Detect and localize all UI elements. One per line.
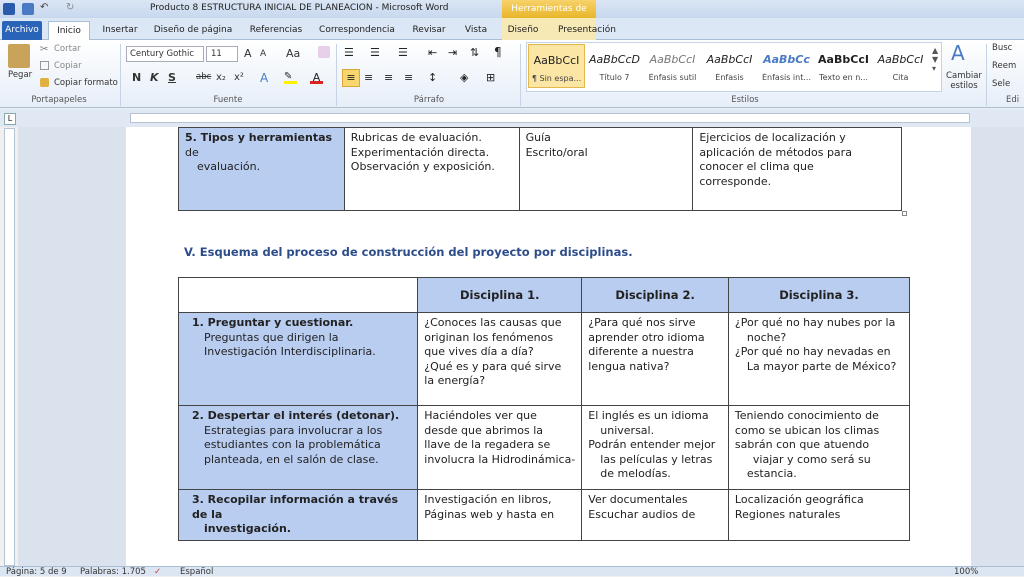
cell-text: Haciéndoles ver que bbox=[424, 409, 537, 422]
table-cell[interactable] bbox=[728, 313, 909, 406]
cell-text: Localización geográfica bbox=[734, 493, 864, 506]
table-cell[interactable] bbox=[179, 406, 418, 490]
separator bbox=[336, 44, 337, 106]
line-spacing-icon[interactable]: ↕ bbox=[428, 71, 438, 84]
font-size-select[interactable] bbox=[206, 46, 238, 62]
cell-text: Estrategias para involucrar a los bbox=[204, 423, 383, 437]
clear-format-icon[interactable] bbox=[318, 46, 330, 58]
table-cell[interactable] bbox=[179, 313, 418, 406]
subscript-button[interactable]: x₂ bbox=[216, 72, 226, 83]
cut-icon[interactable]: ✂ bbox=[40, 44, 49, 55]
multilevel-list-icon[interactable]: ☰ bbox=[398, 46, 408, 59]
separator bbox=[986, 44, 987, 106]
proofing-icon[interactable]: ✓ bbox=[154, 567, 162, 577]
shrink-font-icon[interactable]: A bbox=[260, 49, 267, 59]
cell-text: Podrán entender mejor bbox=[588, 438, 716, 451]
table-cell[interactable] bbox=[418, 490, 582, 541]
align-center-icon[interactable]: ≡ bbox=[364, 71, 374, 84]
table-cell[interactable] bbox=[582, 313, 729, 406]
increase-indent-icon[interactable]: ⇥ bbox=[448, 46, 458, 59]
cell-text: La mayor parte de México? bbox=[746, 359, 897, 373]
font-size-value: 11 bbox=[211, 49, 222, 59]
cell-text: Ver documentales bbox=[588, 493, 688, 506]
header-cell[interactable]: Disciplina 2. bbox=[582, 278, 729, 313]
style-name: Cita bbox=[892, 73, 909, 82]
style-subtle-emphasis[interactable] bbox=[644, 44, 701, 88]
paste-icon[interactable] bbox=[8, 44, 30, 68]
window-title: Producto 8 ESTRUCTURA INICIAL DE PLANEACION - Microsoft Word bbox=[150, 3, 449, 13]
style-quote[interactable] bbox=[872, 44, 929, 88]
cell-text: Observación y exposición. bbox=[350, 160, 495, 173]
underline-button[interactable]: S bbox=[168, 71, 176, 84]
table-cell[interactable] bbox=[418, 406, 582, 490]
style-emphasis[interactable] bbox=[701, 44, 758, 88]
row-title: 2. Despertar el interés (detonar). bbox=[192, 409, 400, 422]
style-name: Título 7 bbox=[599, 73, 630, 82]
cell-text: llave de la regadera se bbox=[424, 438, 551, 451]
table-cell[interactable] bbox=[728, 490, 909, 541]
justify-icon[interactable]: ≡ bbox=[404, 71, 414, 84]
style-sample: AaBbCcI bbox=[649, 53, 696, 66]
style-name: Énfasis sutil bbox=[648, 73, 697, 82]
style-name: Texto en n... bbox=[819, 73, 868, 82]
header-cell[interactable] bbox=[179, 278, 418, 313]
redo-icon[interactable]: ↻ bbox=[66, 2, 75, 13]
cell-text: Experimentación directa. bbox=[350, 145, 490, 159]
table-cell[interactable] bbox=[693, 128, 902, 211]
styles-scroll-icon[interactable]: ▲ ▼ ▾ bbox=[932, 46, 939, 73]
format-painter-icon[interactable] bbox=[40, 78, 49, 87]
tab-review[interactable]: Revisar bbox=[412, 25, 446, 35]
font-name-select[interactable] bbox=[126, 46, 204, 62]
cell-text: sabrán con que atuendo bbox=[734, 438, 870, 451]
cell-text: ¿Para qué nos sirve bbox=[588, 316, 696, 329]
tab-table-design[interactable]: Diseño bbox=[507, 25, 539, 35]
style-sample: AaBbCcI bbox=[818, 53, 869, 66]
table-cell[interactable] bbox=[418, 313, 582, 406]
replace-button[interactable]: Reem bbox=[992, 61, 1017, 71]
cell-text: 5. Tipos y herramientas bbox=[185, 131, 333, 144]
cell-text: desde que abrimos la bbox=[424, 423, 543, 437]
copy-button[interactable]: Copiar bbox=[54, 61, 82, 71]
table-row bbox=[179, 313, 910, 406]
select-button[interactable]: Sele bbox=[992, 79, 1011, 89]
cell-text: de bbox=[185, 145, 199, 159]
separator bbox=[120, 44, 121, 106]
save-icon[interactable] bbox=[22, 3, 34, 15]
style-intense-emphasis[interactable] bbox=[758, 44, 815, 88]
zoom-level[interactable]: 100% bbox=[954, 567, 979, 577]
tab-view[interactable]: Vista bbox=[464, 25, 488, 35]
table-cell[interactable] bbox=[728, 406, 909, 490]
cell-text: ¿Por qué no hay nubes por la bbox=[734, 316, 896, 329]
cell-text: Regiones naturales bbox=[734, 507, 841, 521]
cell-text: que vives día a día? bbox=[424, 345, 534, 358]
header-cell[interactable]: Disciplina 3. bbox=[728, 278, 909, 313]
cell-text: Rubricas de evaluación. bbox=[350, 131, 482, 144]
page-count[interactable]: Página: 5 de 9 bbox=[6, 567, 67, 577]
bullets-icon[interactable]: ☰ bbox=[344, 46, 354, 59]
section-heading: V. Esquema del proceso de construcción del proyecto por disciplinas. bbox=[184, 245, 633, 259]
align-left-icon[interactable]: ≡ bbox=[342, 69, 360, 87]
italic-button[interactable]: K bbox=[150, 71, 159, 84]
cell-text: El inglés es un idioma bbox=[588, 409, 709, 422]
format-painter-button[interactable]: Copiar formato bbox=[54, 78, 118, 88]
cell-text: conocer el clima que bbox=[699, 160, 814, 173]
cell-text: la energía? bbox=[424, 374, 486, 387]
table-cell[interactable] bbox=[179, 128, 345, 211]
text-effects-icon[interactable]: A bbox=[260, 71, 269, 85]
copy-icon[interactable] bbox=[40, 61, 49, 70]
table-row bbox=[179, 406, 910, 490]
cell-text: diferente a nuestra bbox=[588, 345, 694, 358]
table-row bbox=[179, 490, 910, 541]
cell-text: Escuchar audios de bbox=[588, 507, 696, 521]
show-marks-icon[interactable]: ¶ bbox=[494, 45, 502, 59]
cell-text: corresponde. bbox=[699, 174, 772, 188]
cell-text: ¿Qué es y para qué sirve bbox=[424, 359, 562, 373]
style-name: Énfasis int... bbox=[761, 73, 811, 82]
undo-icon[interactable]: ↶ bbox=[40, 2, 49, 13]
numbering-icon[interactable]: ☰ bbox=[370, 46, 380, 59]
font-name-value: Century Gothic bbox=[130, 49, 195, 59]
header-cell[interactable]: Disciplina 1. bbox=[418, 278, 582, 313]
cell-text: planteada, en el salón de clase. bbox=[204, 452, 379, 466]
tab-selector[interactable]: L bbox=[4, 113, 16, 125]
table-cell[interactable] bbox=[344, 128, 519, 211]
cut-button[interactable]: Cortar bbox=[54, 44, 81, 54]
cell-text: viajar y como será su bbox=[752, 452, 871, 466]
cell-text: lengua nativa? bbox=[588, 359, 670, 373]
cell-text: aplicación de métodos para bbox=[699, 145, 852, 159]
cell-text: aprender otro idioma bbox=[588, 330, 705, 344]
bold-button[interactable]: N bbox=[132, 71, 142, 84]
cell-text: ¿Por qué no hay nevadas en bbox=[734, 345, 891, 358]
cell-text: involucra la Hidrodinámica- bbox=[424, 452, 576, 466]
style-sample: AaBbCcI bbox=[533, 54, 580, 67]
table-tools-header: Herramientas de bbox=[502, 0, 596, 18]
cell-text: como se ubican los climas bbox=[734, 423, 880, 437]
tab-references[interactable]: Referencias bbox=[249, 25, 303, 35]
sort-icon[interactable]: ⇅ bbox=[470, 46, 480, 59]
paragraph-group-label: Párrafo bbox=[413, 95, 445, 105]
clipboard-group-label: Portapapeles bbox=[31, 95, 87, 105]
style-sample: AaBbCcI bbox=[877, 53, 924, 66]
cell-text: estudiantes con la problemática bbox=[204, 438, 381, 451]
style-title-7[interactable] bbox=[586, 44, 643, 88]
change-styles-icon[interactable]: A bbox=[951, 41, 965, 65]
change-case-icon[interactable]: Aa bbox=[286, 47, 301, 60]
cell-text: Páginas web y hasta en bbox=[424, 507, 555, 521]
cell-text: originan los fenómenos bbox=[424, 330, 554, 344]
borders-icon[interactable]: ⊞ bbox=[486, 71, 496, 84]
tab-home[interactable]: Inicio bbox=[48, 21, 90, 40]
row-title: 1. Preguntar y cuestionar. bbox=[192, 316, 354, 329]
tab-page-layout[interactable]: Diseño de página bbox=[153, 25, 233, 35]
highlight-icon[interactable]: ✎ bbox=[284, 71, 297, 84]
table-cell[interactable] bbox=[519, 128, 693, 211]
style-sample: AaBbCcI bbox=[706, 53, 753, 66]
editing-group-label: Edi bbox=[1006, 95, 1020, 105]
align-right-icon[interactable]: ≡ bbox=[384, 71, 394, 84]
cell-text: Investigación en libros, bbox=[424, 493, 552, 506]
horizontal-ruler[interactable] bbox=[130, 113, 970, 123]
tab-file[interactable]: Archivo bbox=[2, 21, 42, 40]
decrease-indent-icon[interactable]: ⇤ bbox=[428, 46, 438, 59]
word-count[interactable]: Palabras: 1.705 bbox=[80, 567, 146, 577]
vertical-ruler[interactable] bbox=[4, 128, 15, 566]
language[interactable]: Español bbox=[180, 567, 214, 577]
font-color-icon[interactable]: A bbox=[310, 71, 323, 84]
status-bar bbox=[0, 566, 1024, 576]
style-sample: AaBbCcD bbox=[589, 53, 640, 66]
table-cell[interactable] bbox=[179, 490, 418, 541]
disciplines-table bbox=[178, 277, 910, 541]
style-sample: AaBbCc bbox=[763, 53, 810, 66]
tab-table-layout[interactable]: Presentación bbox=[558, 25, 616, 35]
cell-text: ¿Conoces las causas que bbox=[424, 316, 562, 329]
ribbon-tabs bbox=[0, 18, 1024, 40]
ribbon bbox=[0, 40, 1024, 108]
cell-text: Ejercicios de localización y bbox=[699, 131, 846, 144]
table-cell[interactable] bbox=[582, 406, 729, 490]
cell-text: Preguntas que dirigen la bbox=[204, 330, 339, 344]
style-name: Énfasis bbox=[715, 73, 744, 82]
cell-text: Investigación Interdisciplinaria. bbox=[204, 345, 376, 358]
cell-text: noche? bbox=[746, 330, 787, 344]
style-strong[interactable] bbox=[815, 44, 872, 88]
table-resize-handle[interactable] bbox=[902, 211, 907, 216]
cell-text: Escrito/oral bbox=[525, 145, 588, 159]
grow-font-icon[interactable]: A bbox=[244, 47, 252, 60]
paste-button[interactable]: Pegar bbox=[8, 70, 33, 80]
cell-text: de melodías. bbox=[600, 467, 671, 480]
tab-insert[interactable]: Insertar bbox=[102, 25, 138, 35]
change-styles-button[interactable]: Cambiar estilos bbox=[946, 71, 982, 91]
superscript-button[interactable]: x² bbox=[234, 72, 244, 83]
strikethrough-button[interactable]: abc bbox=[196, 72, 212, 82]
cell-text: Teniendo conocimiento de bbox=[734, 409, 879, 422]
shading-icon[interactable]: ◈ bbox=[460, 71, 469, 84]
table-cell[interactable] bbox=[582, 490, 729, 541]
find-button[interactable]: Busc bbox=[992, 43, 1013, 53]
styles-group-label: Estilos bbox=[731, 95, 759, 105]
separator bbox=[520, 44, 521, 106]
row-title-continued: investigación. bbox=[204, 522, 291, 535]
tab-mailings[interactable]: Correspondencia bbox=[319, 25, 395, 35]
cell-text: estancia. bbox=[746, 467, 797, 480]
cell-text: Guía bbox=[525, 131, 551, 144]
font-group-label: Fuente bbox=[213, 95, 243, 105]
cell-text: evaluación. bbox=[197, 160, 261, 173]
cell-text: las películas y letras bbox=[600, 452, 713, 466]
word-app-icon[interactable] bbox=[3, 3, 15, 15]
cell-text: universal. bbox=[600, 423, 655, 437]
style-name: ¶ Sin espa... bbox=[531, 74, 582, 83]
row-title: 3. Recopilar información a través de la bbox=[192, 493, 399, 521]
evaluation-table bbox=[178, 127, 902, 211]
style-no-spacing[interactable] bbox=[528, 44, 585, 88]
